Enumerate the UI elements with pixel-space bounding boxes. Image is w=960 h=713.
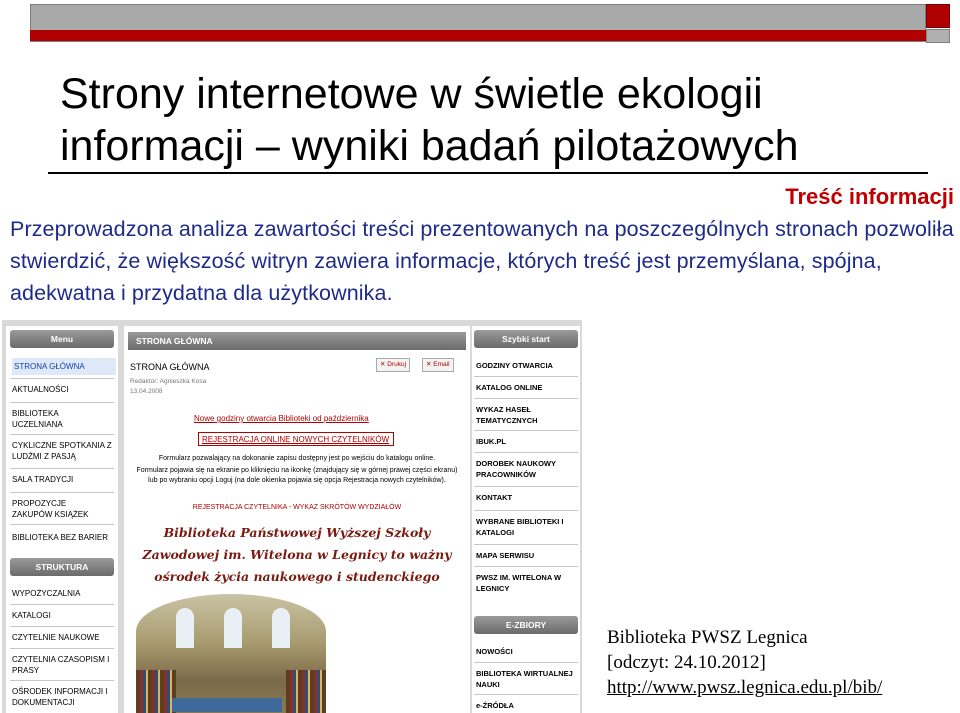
quick-divider [474, 376, 578, 377]
header-red-stripe [30, 30, 926, 41]
quick-divider [474, 452, 578, 453]
source-caption [607, 625, 882, 700]
caption-line-2: [odczyt: 24.10.2012] [607, 652, 766, 673]
print-label: Drukuj [387, 361, 407, 368]
source-link[interactable]: http://www.pwsz.legnica.edu.pl/bib/ [607, 677, 883, 698]
quick-start-column [472, 326, 580, 713]
menu-item-sala-tradycji[interactable]: SALA TRADYCJI [12, 475, 74, 484]
menu-header[interactable]: Menu [10, 330, 114, 348]
left-menu-column [6, 326, 118, 713]
quick-item-godziny-otwarcia[interactable]: GODZINY OTWARCIA [476, 361, 553, 370]
header-tiles [926, 4, 950, 42]
note-catalog: Formularz pozwalający na dokonanie zapisu dostępny jest po wejściu do katalogu online. [158, 455, 436, 462]
menu-divider [10, 434, 114, 435]
slide-title [60, 68, 920, 172]
quick-item-pwsz[interactable]: PWSZ IM. WITELONA W LEGNICY [476, 573, 562, 593]
link-opening-hours[interactable]: Nowe godziny otwarcia Biblioteki od października [194, 414, 369, 423]
structure-header[interactable]: STRUKTURA [10, 558, 114, 576]
menu-divider [10, 604, 114, 605]
print-button[interactable]: ✕ Drukuj [376, 358, 410, 372]
body-paragraph: Przeprowadzona analiza zawartości treści prezentowanych na poszczególnych stronach pozwoliła stwierdzić, że większość witryn zawiera informacje, których treść jest przemyślana, spójna, adekwatna i przydatna dla użytkownika. [10, 217, 954, 305]
quick-divider [474, 510, 578, 511]
link-registration[interactable]: REJESTRACJA ONLINE NOWYCH CZYTELNIKÓW [202, 435, 390, 444]
photo-shelf [136, 670, 176, 713]
quick-divider [474, 486, 578, 487]
quick-item-wykaz-hasel[interactable]: WYKAZ HASEŁ TEMATYCZNYCH [476, 405, 538, 425]
quick-divider [474, 430, 578, 431]
ezbiory-item-e-zrodla[interactable]: e-ŹRÓDŁA [476, 701, 514, 710]
photo-window [224, 608, 242, 648]
quick-start-header[interactable]: Szybki start [474, 330, 578, 348]
ezbiory-divider [474, 694, 578, 695]
page-title: STRONA GŁÓWNA [130, 362, 210, 372]
library-slogan-line-3: ośrodek życia naukowego i studenckiego [154, 569, 440, 584]
quick-divider [474, 566, 578, 567]
menu-divider [10, 680, 114, 681]
menu-divider [10, 402, 114, 403]
editor-line: Redaktor: Agnieszka Kosa [130, 378, 207, 385]
library-photo [136, 594, 326, 713]
menu-item-biblioteka-uczelniana[interactable]: BIBLIOTEKA UCZELNIANA [12, 409, 63, 429]
photo-window [176, 608, 194, 648]
header-tile-gray [926, 29, 950, 43]
menu-divider [10, 626, 114, 627]
library-slogan-line-2: Zawodowej im. Witelona w Legnicy to ważny [142, 547, 452, 562]
menu-item-cykliczne-spotkania[interactable]: CYKLICZNE SPOTKANIA Z LUDŹMI Z PASJĄ [12, 441, 112, 461]
quick-item-ibuk[interactable]: IBUK.PL [476, 437, 506, 446]
menu-item-osrodek-informacji[interactable]: OŚRODEK INFORMACJI I DOKUMENTACJI [12, 687, 108, 707]
library-slogan-line-1: Biblioteka Państwowej Wyższej Szkoły [163, 525, 431, 540]
menu-item-propozycje-zakupow[interactable]: PROPOZYCJE ZAKUPÓW KSIĄŻEK [12, 499, 89, 519]
quick-item-wybrane-biblioteki[interactable]: WYBRANE BIBLIOTEKI I KATALOGI [476, 517, 564, 537]
menu-item-biblioteka-bez-barier[interactable]: BIBLIOTEKA BEZ BARIER [12, 533, 109, 542]
photo-shelf [286, 670, 326, 713]
header-tile-red [926, 4, 950, 28]
menu-divider [10, 468, 114, 469]
menu-item-wypozyczalnia[interactable]: WYPOŻYCZALNIA [12, 589, 81, 598]
registration-abbrev-line[interactable]: REJESTRACJA CZYTELNIKA - WYKAZ SKRÓTÓW WYDZIAŁÓW [192, 504, 402, 511]
title-line-1: Strony internetowe w świetle ekologii [60, 70, 763, 118]
date-line: 13.04.2008 [130, 388, 163, 395]
photo-window [272, 608, 290, 648]
section-tag: Treść informacji [785, 184, 954, 209]
menu-divider [10, 524, 114, 525]
ezbiory-item-nowosci[interactable]: NOWOŚCI [476, 647, 513, 656]
note-form: Formularz pojawia się na ekranie po kliknięciu na ikonkę (znajdujący się w górnej prawej części ekranu) lub po wybraniu opcji Loguj (na dole okienka pojawia się opcja Rejestracja nowych czytelników). [136, 467, 458, 484]
main-content-column [124, 326, 470, 713]
quick-item-dorobek-naukowy[interactable]: DOROBEK NAUKOWY PRACOWNIKÓW [476, 459, 556, 479]
menu-divider [10, 492, 114, 493]
ezbiory-header[interactable]: E-ZBIORY [474, 616, 578, 634]
quick-item-mapa-serwisu[interactable]: MAPA SERWISU [476, 551, 535, 560]
quick-divider [474, 398, 578, 399]
menu-divider [10, 648, 114, 649]
menu-item-aktualnosci[interactable]: AKTUALNOŚCI [12, 385, 69, 394]
menu-item-katalogi[interactable]: KATALOGI [12, 611, 51, 620]
photo-desk [172, 698, 282, 712]
menu-divider [10, 378, 114, 379]
quick-item-kontakt[interactable]: KONTAKT [476, 493, 513, 502]
quick-item-katalog-online[interactable]: KATALOG ONLINE [476, 383, 543, 392]
menu-item-czytelnie-naukowe[interactable]: CZYTELNIE NAUKOWE [12, 633, 100, 642]
menu-item-czytelnia-czasopism[interactable]: CZYTELNIA CZASOPISM I PRASY [12, 655, 110, 675]
caption-line-1: Biblioteka PWSZ Legnica [607, 627, 808, 648]
tab-strona-glowna[interactable]: STRONA GŁÓWNA [128, 332, 466, 350]
email-button[interactable]: ✕ Email [422, 358, 454, 372]
email-label: Email [433, 361, 450, 368]
website-screenshot [2, 320, 582, 713]
ezbiory-item-biblioteka-wirtualnej-nauki[interactable]: BIBLIOTEKA WIRTUALNEJ NAUKI [476, 669, 573, 689]
menu-item-strona-glowna[interactable]: STRONA GŁÓWNA [12, 358, 116, 375]
ezbiory-divider [474, 662, 578, 663]
title-line-2: informacji – wyniki badań pilotażowych [60, 122, 799, 170]
title-underline [48, 172, 928, 174]
quick-divider [474, 544, 578, 545]
